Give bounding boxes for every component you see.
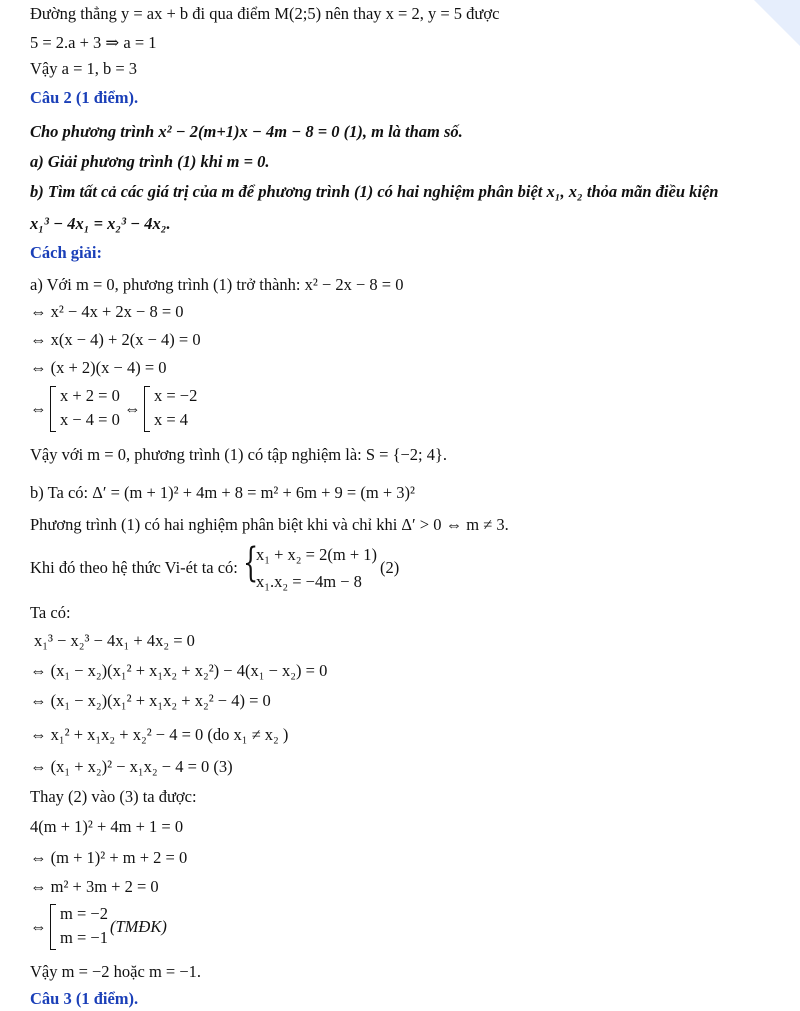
question-2-part-b: b) Tìm tất cả các giá trị của m để phương trình (1) có hai nghiệm phân biệt x₁, x₂ thỏa mãn điều kiện xyxy=(30,182,719,201)
case-bracket xyxy=(144,386,150,432)
intro-conclusion: Vậy a = 1, b = 3 xyxy=(30,59,138,78)
solution-a-conclusion: Vậy với m = 0, phương trình (1) có tập nghiệm là: S = {−2; 4}. xyxy=(30,445,448,464)
case-bracket xyxy=(50,904,56,950)
system-brace: { xyxy=(243,540,259,586)
question-3-heading: Câu 3 (1 điểm). xyxy=(30,989,139,1008)
vieta-product: x₁.x₂ = −4m − 8 xyxy=(256,572,362,591)
case-bracket xyxy=(50,386,56,432)
solution-b-conclusion: Vậy m = −2 hoặc m = −1. xyxy=(30,962,202,981)
intro-line-1: Đường thẳng y = ax + b đi qua điểm M(2;5) nên thay x = 2, y = 5 được xyxy=(30,4,500,23)
page-corner-decoration xyxy=(754,0,800,46)
solution-heading: Cách giải: xyxy=(30,243,102,262)
solution-b-line-1: b) Ta có: Δ′ = (m + 1)² + 4m + 8 = m² + 6m + 9 = (m + 3)² xyxy=(30,483,415,502)
equivalence-symbol: ⇔ xyxy=(30,917,47,936)
vieta-intro: Khi đó theo hệ thức Vi-ét ta có: xyxy=(30,558,238,577)
case-row-2: m = −1 xyxy=(60,928,108,947)
solution-b-line-6: ⇔ (x₁ − x₂)(x₁² + x₁x₂ + x₂²) − 4(x₁ − x₂) = 0 xyxy=(30,661,328,680)
solution-a-line-2: ⇔ x² − 4x + 2x − 8 = 0 xyxy=(30,302,184,321)
case-row-3: x = −2 xyxy=(154,386,198,405)
equivalence-symbol: ⇔ xyxy=(124,399,141,418)
equation-tag: (2) xyxy=(380,558,400,577)
case-row-4: x = 4 xyxy=(154,410,189,429)
solution-b-line-10: Thay (2) vào (3) ta được: xyxy=(30,787,197,806)
solution-a-line-1: a) Với m = 0, phương trình (1) trở thành: x² − 2x − 8 = 0 xyxy=(30,275,404,294)
solution-b-line-5: x₁³ − x₂³ − 4x₁ + 4x₂ = 0 xyxy=(34,631,195,650)
solution-b-line-2: Phương trình (1) có hai nghiệm phân biệt khi và chỉ khi Δ′ > 0 ⇔ m ≠ 3. xyxy=(30,515,509,534)
question-2-prompt: Cho phương trình x² − 2(m+1)x − 4m − 8 = 0 (1), m là tham số. xyxy=(30,122,463,141)
equivalence-symbol: ⇔ xyxy=(30,399,47,418)
intro-line-2: 5 = 2.a + 3 ⇒ a = 1 xyxy=(30,33,157,52)
question-2-heading: Câu 2 (1 điểm). xyxy=(30,88,139,107)
solution-a-line-3: ⇔ x(x − 4) + 2(x − 4) = 0 xyxy=(30,330,201,349)
solution-b-line-4: Ta có: xyxy=(30,603,71,622)
question-2-part-a: a) Giải phương trình (1) khi m = 0. xyxy=(30,152,270,171)
solution-b-line-13: ⇔ m² + 3m + 2 = 0 xyxy=(30,877,159,896)
question-2-condition: x₁³ − 4x₁ = x₂³ − 4x₂. xyxy=(30,214,171,233)
condition-check-tag: (TMĐK) xyxy=(110,917,167,936)
solution-b-line-12: ⇔ (m + 1)² + m + 2 = 0 xyxy=(30,848,188,867)
case-row-2: x − 4 = 0 xyxy=(60,410,120,429)
solution-b-line-11: 4(m + 1)² + 4m + 1 = 0 xyxy=(30,817,184,836)
solution-b-line-7: ⇔ (x₁ − x₂)(x₁² + x₁x₂ + x₂² − 4) = 0 xyxy=(30,691,271,710)
solution-a-line-4: ⇔ (x + 2)(x − 4) = 0 xyxy=(30,358,167,377)
solution-b-line-8: ⇔ x₁² + x₁x₂ + x₂² − 4 = 0 (do x₁ ≠ x₂ ) xyxy=(30,725,289,744)
vieta-sum: x₁ + x₂ = 2(m + 1) xyxy=(256,545,377,564)
solution-b-line-9: ⇔ (x₁ + x₂)² − x₁x₂ − 4 = 0 (3) xyxy=(30,757,233,776)
case-row-1: m = −2 xyxy=(60,904,108,923)
case-row-1: x + 2 = 0 xyxy=(60,386,120,405)
